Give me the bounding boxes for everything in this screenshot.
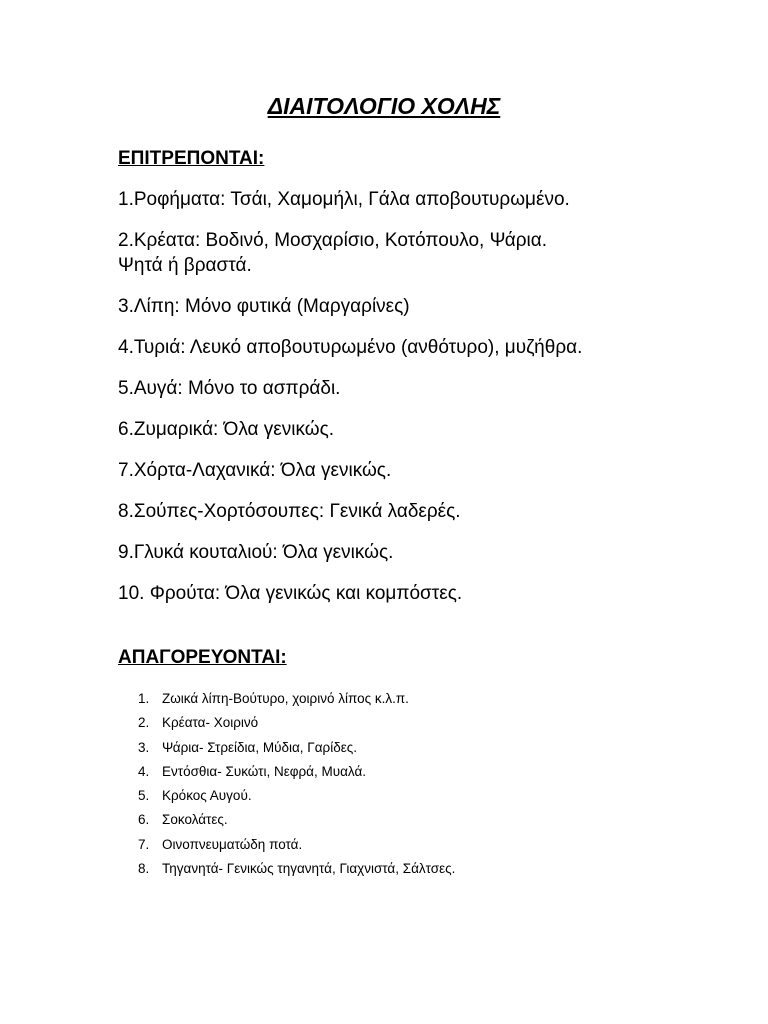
forbidden-item-number: 5. [138, 788, 150, 804]
forbidden-item [138, 760, 698, 784]
allowed-list [118, 187, 738, 622]
allowed-item [118, 228, 738, 278]
allowed-item-text: 2.Κρέατα: Βοδινό, Μοσχαρίσιο, Κοτόπουλο, Ψάρια. [118, 230, 547, 251]
forbidden-item [138, 808, 698, 832]
forbidden-item-text: Κρέατα- Χοιρινό [162, 715, 259, 731]
allowed-heading: ΕΠΙΤΡΕΠΟΝΤΑΙ: [118, 148, 265, 169]
allowed-item-text: 6.Ζυμαρικά: Όλα γενικώς. [118, 419, 335, 440]
allowed-item [118, 540, 738, 565]
forbidden-list [138, 687, 698, 881]
forbidden-item-number: 2. [138, 715, 150, 731]
allowed-item-text: 7.Χόρτα-Λαχανικά: Όλα γενικώς. [118, 460, 392, 481]
allowed-item [118, 335, 738, 360]
forbidden-item-text: Εντόσθια- Συκώτι, Νεφρά, Μυαλά. [162, 763, 367, 779]
allowed-item-text: 9.Γλυκά κουταλιού: Όλα γενικώς. [118, 542, 394, 563]
forbidden-item [138, 711, 698, 735]
document-title: ΔΙΑΙΤΟΛΟΓΙΟ ΧΟΛΗΣ [267, 93, 501, 119]
forbidden-item-number: 3. [138, 739, 150, 755]
allowed-item-text: 3.Λίπη: Μόνο φυτικά (Μαργαρίνες) [118, 296, 410, 317]
forbidden-item-text: Ψάρια- Στρείδια, Μύδια, Γαρίδες. [162, 739, 358, 755]
allowed-item [118, 458, 738, 483]
allowed-item [118, 581, 738, 606]
allowed-item [118, 417, 738, 442]
forbidden-item-text: Κρόκος Αυγού. [162, 788, 252, 804]
forbidden-item-number: 7. [138, 836, 150, 852]
forbidden-item-number: 6. [138, 812, 150, 828]
allowed-item-text: 5.Αυγά: Μόνο το ασπράδι. [118, 378, 341, 399]
forbidden-item-number: 8. [138, 861, 150, 877]
forbidden-heading: ΑΠΑΓΟΡΕΥΟΝΤΑΙ: [118, 647, 287, 668]
allowed-item-text: 10. Φρούτα: Όλα γενικώς και κομπόστες. [118, 583, 463, 604]
forbidden-item-number: 4. [138, 763, 150, 779]
allowed-item-text-continued: Ψητά ή βραστά. [118, 255, 252, 276]
forbidden-item [138, 833, 698, 857]
allowed-item-text: 4.Τυριά: Λευκό αποβουτυρωμένο (ανθότυρο), μυζήθρα. [118, 337, 583, 358]
forbidden-item [138, 857, 698, 881]
allowed-item [118, 499, 738, 524]
allowed-item [118, 187, 738, 212]
allowed-item-text: 8.Σούπες-Χορτόσουπες: Γενικά λαδερές. [118, 501, 461, 522]
allowed-item-text: 1.Ροφήματα: Τσάι, Χαμομήλι, Γάλα αποβουτυρωμένο. [118, 189, 570, 210]
forbidden-item-text: Οινοπνευματώδη ποτά. [162, 836, 303, 852]
allowed-item [118, 376, 738, 401]
forbidden-item-text: Ζωικά λίπη-Βούτυρο, χοιρινό λίπος κ.λ.π. [162, 691, 409, 706]
forbidden-item-number: 1. [138, 691, 150, 706]
forbidden-item [138, 784, 698, 808]
forbidden-item [138, 687, 698, 711]
forbidden-item [138, 736, 698, 760]
forbidden-item-text: Τηγανητά- Γενικώς τηγανητά, Γιαχνιστά, Σάλτσες. [162, 861, 456, 877]
allowed-item [118, 294, 738, 319]
forbidden-item-text: Σοκολάτες. [162, 812, 228, 828]
